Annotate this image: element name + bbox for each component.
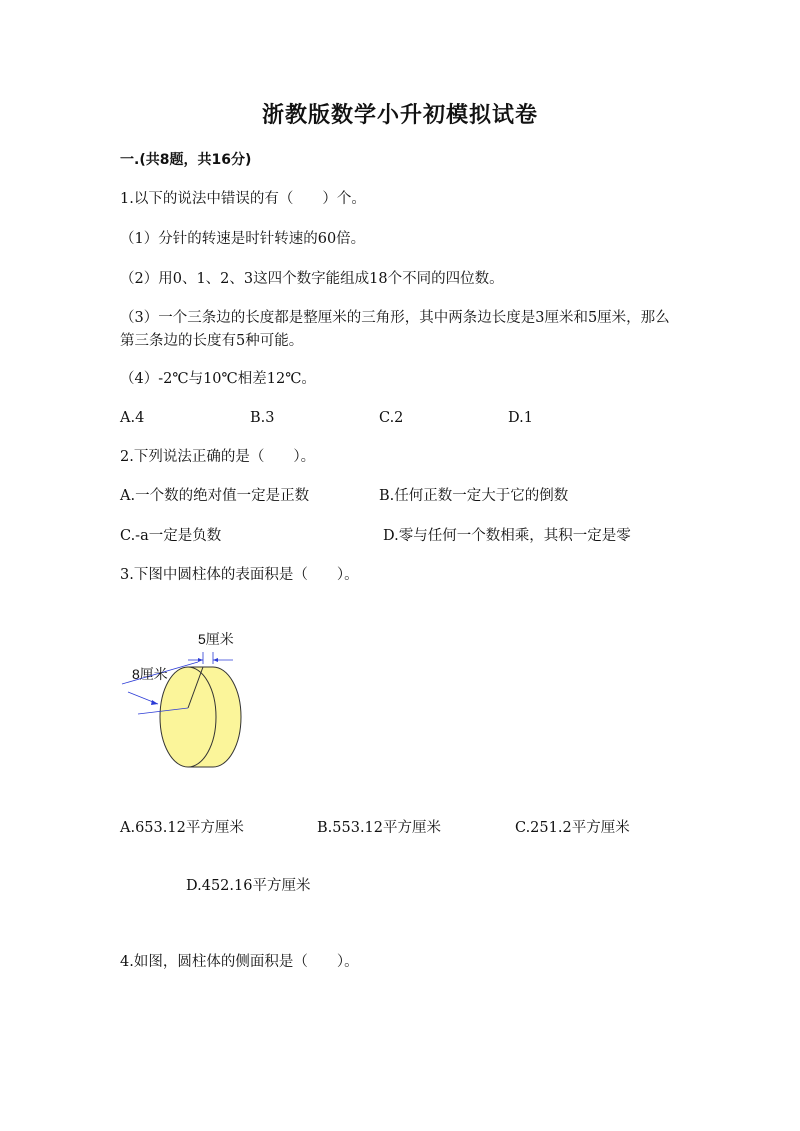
question-3-option-a: A.653.12平方厘米: [120, 820, 244, 836]
question-3-option-d: D.452.16平方厘米: [186, 878, 311, 894]
height-label: 5厘米: [198, 631, 234, 647]
question-2-option-a: A.一个数的绝对值一定是正数: [120, 488, 310, 504]
question-1-option-b: B.3: [250, 410, 275, 426]
question-2-option-b: B.任何正数一定大于它的倒数: [379, 488, 569, 504]
cylinder-figure: [118, 622, 258, 786]
question-1-option-c: C.2: [379, 410, 404, 426]
question-1-option-a: A.4: [120, 410, 145, 426]
radius-label: 8厘米: [132, 666, 168, 682]
page-title: 浙教版数学小升初模拟试卷: [261, 103, 538, 128]
cylinder-front-face: [160, 667, 216, 767]
section-heading: 一.(共8题，共16分): [120, 152, 252, 168]
question-3-stem: 3.下图中圆柱体的表面积是（ ）。: [120, 567, 359, 583]
question-4-stem: 4.如图，圆柱体的侧面积是（ ）。: [120, 954, 359, 970]
question-1-statement-4: （4）-2℃与10℃相差12℃。: [120, 371, 316, 387]
question-1-statement-3: （3）一个三条边的长度都是整厘米的三角形，其中两条边长度是3厘米和5厘米，那么第三条边的长度有5种可能。: [120, 310, 670, 349]
question-2-option-c: C.-a一定是负数: [120, 528, 222, 544]
question-3-option-c: C.251.2平方厘米: [515, 820, 630, 836]
question-1-stem: 1.以下的说法中错误的有（ ）个。: [120, 191, 366, 207]
question-3-option-b: B.553.12平方厘米: [317, 820, 442, 836]
question-1-option-d: D.1: [508, 410, 533, 426]
question-2-option-d: D.零与任何一个数相乘，其积一定是零: [383, 528, 631, 544]
question-2-stem: 2.下列说法正确的是（ ）。: [120, 449, 316, 465]
question-1-statement-1: （1）分针的转速是时针转速的60倍。: [120, 231, 366, 247]
question-1-statement-2: （2）用0、1、2、3这四个数字能组成18个不同的四位数。: [120, 271, 504, 287]
